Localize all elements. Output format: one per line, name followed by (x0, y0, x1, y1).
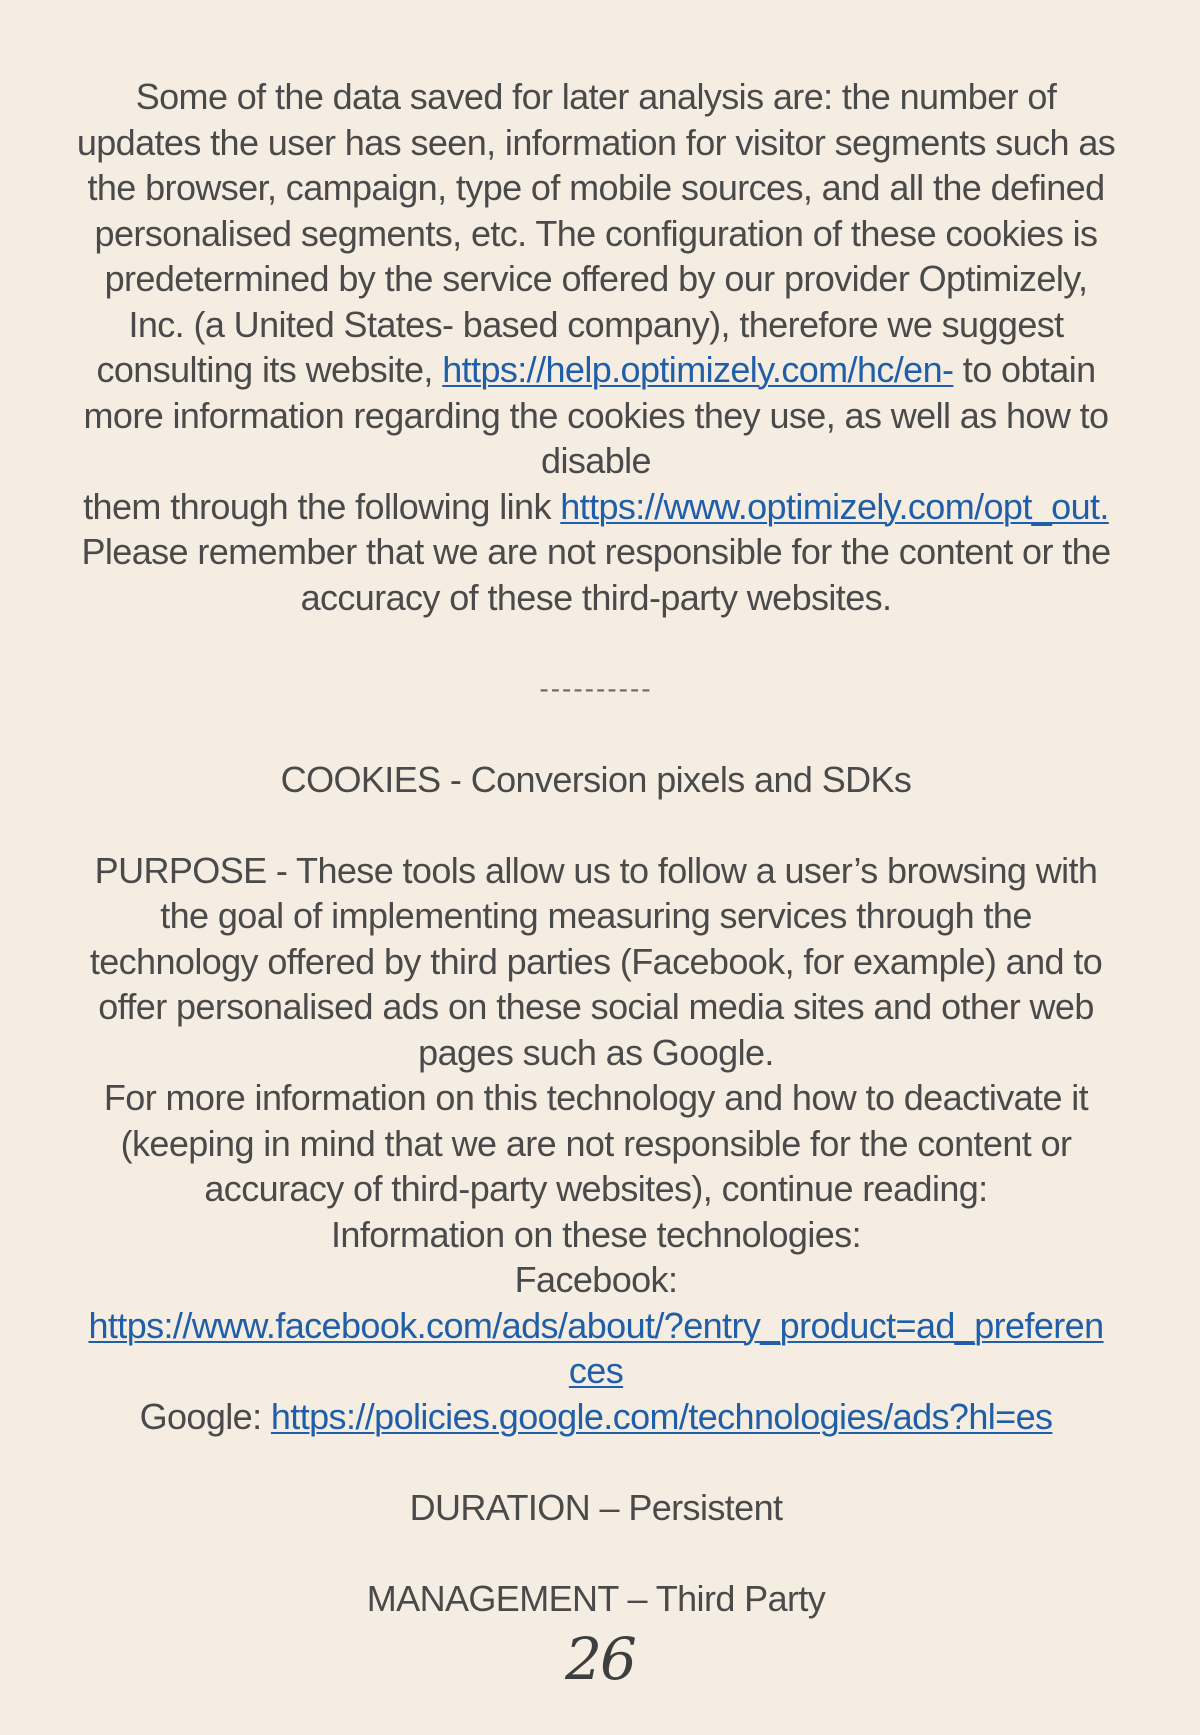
inline-text: them through the following link (83, 485, 561, 527)
paragraph-line (50, 1303, 1142, 1349)
google-ads-policy-link[interactable]: https://policies.google.com/technologies/ads?hl=es (270, 1395, 1053, 1437)
paragraph-line: Inc. (a United States- based company), therefore we suggest (128, 303, 1064, 345)
inline-text: to obtain (953, 349, 1096, 390)
paragraph-line: PURPOSE - These tools allow us to follow a user’s browsing with (94, 849, 1098, 891)
paragraph-line: disable (541, 440, 651, 481)
paragraph-line: pages such as Google. (418, 1031, 774, 1073)
paragraph-line: Information on these technologies: (331, 1213, 861, 1255)
paragraph-line: accuracy of these third-party websites. (300, 576, 892, 618)
paragraph-line: more information regarding the cookies they use, as well as how to (83, 394, 1109, 436)
paragraph-line: updates the user has seen, information for visitor segments such as (76, 121, 1116, 163)
spacer (50, 802, 1142, 848)
paragraph-line: offer personalised ads on these social media sites and other web (98, 986, 1094, 1027)
page-number: 26 (565, 1625, 635, 1693)
paragraph-line: Facebook: (514, 1259, 678, 1300)
paragraph-line: predetermined by the service offered by our provider Optimizely, (104, 258, 1088, 299)
paragraph-line: technology offered by third parties (Facebook, for example) and to (89, 940, 1103, 982)
paragraph-line: Please remember that we are not responsible for the content or the (81, 531, 1111, 572)
paragraph-line: Some of the data saved for later analysis are: the number of (135, 76, 1057, 117)
spacer (50, 620, 1142, 666)
paragraph-line: accuracy of third-party websites), continue reading: (204, 1168, 988, 1209)
spacer (50, 711, 1142, 757)
facebook-ads-link[interactable]: https://www.facebook.com/ads/about/?entry_product=ad_preferen (88, 1304, 1104, 1346)
management-text: MANAGEMENT – Third Party (366, 1577, 826, 1619)
section-heading: COOKIES - Conversion pixels and SDKs (280, 758, 912, 800)
paragraph-line (50, 1394, 1142, 1440)
document-body (50, 74, 1142, 1621)
paragraph-line: the browser, campaign, type of mobile sources, and all the defined (87, 167, 1105, 208)
paragraph-line (50, 1348, 1142, 1394)
facebook-ads-link-continued[interactable]: ces (568, 1350, 624, 1391)
inline-text: Google: (139, 1395, 271, 1437)
duration-text: DURATION – Persistent (409, 1486, 783, 1528)
spacer (50, 1530, 1142, 1576)
optimizely-optout-link[interactable]: https://www.optimizely.com/opt_out. (560, 485, 1109, 527)
paragraph-line: (keeping in mind that we are not responsible for the content or (120, 1122, 1072, 1164)
paragraph-line: personalised segments, etc. The configuration of these cookies is (94, 212, 1098, 254)
inline-text: consulting its website, (96, 349, 443, 390)
paragraph-line: For more information on this technology and how to deactivate it (103, 1077, 1089, 1118)
paragraph-line: the goal of implementing measuring services through the (160, 895, 1032, 936)
spacer (50, 1439, 1142, 1485)
paragraph-line (50, 347, 1142, 393)
paragraph-line (50, 484, 1142, 530)
section-divider: ---------- (539, 672, 653, 704)
optimizely-help-link[interactable]: https://help.optimizely.com/hc/en- (442, 349, 954, 390)
